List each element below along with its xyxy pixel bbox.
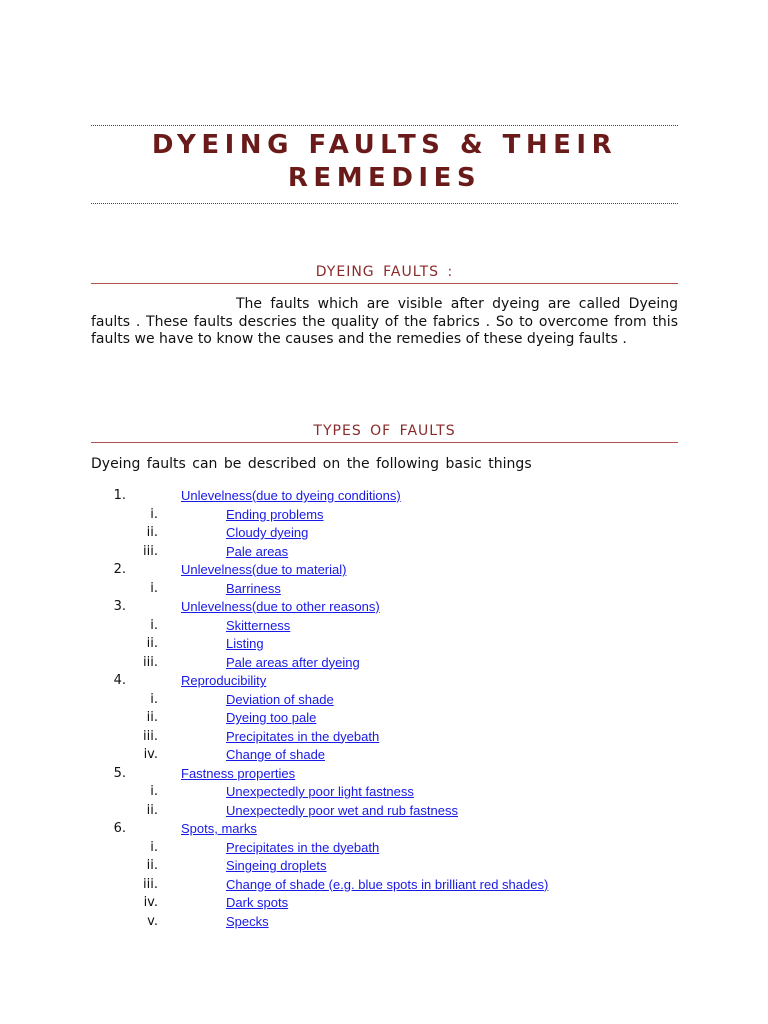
list-item-link[interactable]: Skitterness bbox=[226, 617, 291, 633]
faults-list bbox=[0, 487, 768, 931]
list-item-number: i. bbox=[150, 784, 158, 799]
intro-paragraph bbox=[91, 296, 678, 349]
list-item-number: i. bbox=[150, 580, 158, 596]
list-item-number: iii. bbox=[143, 876, 158, 892]
list-item-link[interactable]: Ending problems bbox=[226, 506, 324, 522]
sub-list-item bbox=[0, 783, 768, 802]
list-item-link[interactable]: Deviation of shade bbox=[226, 691, 334, 707]
sub-list-item bbox=[0, 524, 768, 543]
sub-list-item bbox=[0, 728, 768, 747]
list-item bbox=[0, 765, 768, 784]
list-item-number: i. bbox=[150, 617, 158, 633]
list-item bbox=[0, 820, 768, 839]
list-item-link[interactable]: Pale areas bbox=[226, 543, 289, 559]
document-title: DYEING FAULTS & THEIR REMEDIES bbox=[151, 130, 618, 193]
list-item-link[interactable]: Precipitates in the dyebath bbox=[226, 728, 380, 744]
title-block bbox=[91, 125, 678, 204]
list-item-number: 3. bbox=[113, 599, 126, 614]
sub-list-item bbox=[0, 802, 768, 821]
sub-list-item bbox=[0, 617, 768, 636]
list-item-link[interactable]: Specks bbox=[226, 913, 269, 929]
sub-list-item bbox=[0, 635, 768, 654]
list-item-number: iv. bbox=[143, 895, 158, 910]
list-item-link[interactable]: Dyeing too pale bbox=[226, 710, 317, 725]
list-item-number: i. bbox=[150, 506, 158, 522]
sub-list-item bbox=[0, 876, 768, 895]
list-item-link[interactable]: Unlevelness(due to dyeing conditions) bbox=[181, 488, 401, 503]
list-item-link[interactable]: Unlevelness(due to other reasons) bbox=[181, 599, 380, 614]
list-intro-text: Dyeing faults can be described on the following basic things bbox=[91, 456, 532, 472]
list-item-link[interactable]: Reproducibility bbox=[181, 673, 267, 688]
list-item bbox=[0, 561, 768, 580]
sub-list-item bbox=[0, 746, 768, 765]
section-heading-types-of-faults: TYPES OF FAULTS bbox=[91, 423, 678, 443]
sub-list-item bbox=[0, 709, 768, 728]
list-item-link[interactable]: Change of shade (e.g. blue spots in brilliant red shades) bbox=[226, 876, 549, 892]
list-item-link[interactable]: Cloudy dyeing bbox=[226, 525, 309, 540]
list-item-link[interactable]: Fastness properties bbox=[181, 765, 296, 781]
list-item-number: iv. bbox=[143, 747, 158, 762]
list-item-link[interactable]: Change of shade bbox=[226, 747, 326, 762]
list-item-link[interactable]: Barriness bbox=[226, 580, 281, 596]
list-item-number: 4. bbox=[113, 673, 126, 688]
list-item bbox=[0, 487, 768, 506]
list-item bbox=[0, 598, 768, 617]
sub-list-item bbox=[0, 543, 768, 562]
list-item-link[interactable]: Dark spots bbox=[226, 895, 289, 910]
list-item bbox=[0, 672, 768, 691]
sub-list-item bbox=[0, 913, 768, 932]
list-item-number: ii. bbox=[146, 710, 158, 725]
list-item-link[interactable]: Unexpectedly poor wet and rub fastness bbox=[226, 802, 458, 818]
list-item-number: 5. bbox=[113, 765, 126, 781]
list-item-number: 2. bbox=[113, 562, 126, 577]
sub-list-item bbox=[0, 894, 768, 913]
section-heading-dyeing-faults: DYEING FAULTS : bbox=[91, 264, 678, 284]
list-item-number: ii. bbox=[146, 858, 158, 873]
list-item-link[interactable]: Singeing droplets bbox=[226, 858, 327, 873]
list-item-number: iii. bbox=[143, 728, 158, 744]
list-item-number: iii. bbox=[143, 654, 158, 670]
sub-list-item bbox=[0, 691, 768, 710]
list-item-number: 1. bbox=[113, 488, 126, 503]
sub-list-item bbox=[0, 506, 768, 525]
sub-list-item bbox=[0, 839, 768, 858]
list-item-link[interactable]: Precipitates in the dyebath bbox=[226, 839, 380, 855]
list-item-link[interactable]: Spots, marks bbox=[181, 821, 257, 836]
list-item-number: ii. bbox=[146, 636, 158, 651]
sub-list-item bbox=[0, 580, 768, 599]
list-item-link[interactable]: Unexpectedly poor light fastness bbox=[226, 784, 414, 799]
list-item-number: ii. bbox=[146, 802, 158, 818]
sub-list-item bbox=[0, 857, 768, 876]
list-item-link[interactable]: Listing bbox=[226, 636, 264, 651]
list-item-number: v. bbox=[147, 913, 158, 929]
paragraph-text: The faults which are visible after dyeing are called Dyeing faults . These faults descries the quality of the fabrics . So to overcome from this faults we have to know the causes and the remedies of these dyeing faults . bbox=[91, 296, 678, 347]
list-item-number: i. bbox=[150, 691, 158, 707]
sub-list-item bbox=[0, 654, 768, 673]
list-item-number: ii. bbox=[146, 525, 158, 540]
list-item-link[interactable]: Pale areas after dyeing bbox=[226, 654, 360, 670]
list-item-number: i. bbox=[150, 839, 158, 855]
list-item-link[interactable]: Unlevelness(due to material) bbox=[181, 562, 347, 577]
list-item-number: 6. bbox=[113, 821, 126, 836]
list-item-number: iii. bbox=[143, 543, 158, 559]
